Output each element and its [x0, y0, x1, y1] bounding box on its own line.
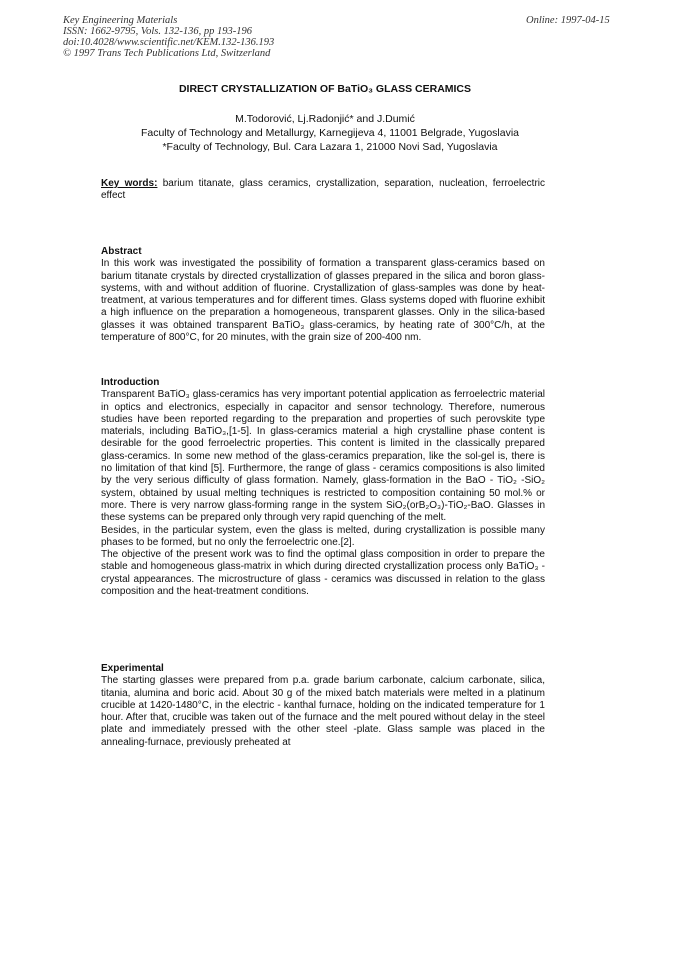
- paper-authors: M.Todorović, Lj.Radonjić* and J.Dumić: [235, 113, 415, 125]
- keywords-label: Key words:: [101, 178, 158, 189]
- experimental-section: [101, 663, 545, 749]
- experimental-heading: Experimental: [101, 663, 164, 674]
- copyright-line: © 1997 Trans Tech Publications Ltd, Switzerland: [63, 48, 271, 59]
- intro-paragraph-1: Transparent BaTiO₃ glass-ceramics has very important potential application as ferroelectric material in optics and electronics, especially in capacitor and sensor technology. Therefore, numerous studies have been reported regarding to the preparation and properties of such perovskite type materials, including BaTiO₃,[1-5]. In glass-ceramics material a high crystalline phase content is desirable for the good ferroelectric properties. This content is limited in the classically prepared glass-ceramics. In some new method of the glass-ceramics preparation, like the sol-gel is, there is no limitation of that kind [5]. Furthermore, the range of glass - ceramics compositions is also limited by the very serious difficulty of glass formation. Namely, glass-formation in the BaO - TiO₂ -SiO₂ system, obtained by usual melting techniques is restricted to composition containing 50 mol.% or more. There is very narrow glass-forming range in the system SiO₂(orB₂O₃)-TiO₂-BaO. Glasses in these systems can be prepared only through very rapid quenching of the melt.: [101, 389, 545, 524]
- keywords-block: [101, 178, 545, 203]
- affiliation-2: *Faculty of Technology, Bul. Cara Lazara 1, 21000 Novi Sad, Yugoslavia: [162, 141, 498, 153]
- journal-name: Key Engineering Materials: [63, 15, 178, 26]
- introduction-heading: Introduction: [101, 377, 160, 388]
- keywords-text: barium titanate, glass ceramics, crystallization, separation, nucleation, ferroelectric effect: [101, 178, 546, 202]
- paper-title: DIRECT CRYSTALLIZATION OF BaTiO₃ GLASS CERAMICS: [178, 83, 472, 95]
- intro-paragraph-2: Besides, in the particular system, even the glass is melted, during crystallization is possible many phases to be formed, but no only the ferroelectric one.[2].: [101, 524, 545, 548]
- intro-paragraph-3: The objective of the present work was to find the optimal glass composition in order to prepare the stable and homogeneous glass-matrix in which during directed crystallization process only BaTiO₃ - crystal appearances. The microstructure of glass - ceramics was discussed in relation to the glass composition and the heat-treatment conditions.: [101, 549, 545, 598]
- affiliation-1: Faculty of Technology and Metallurgy, Karnegijeva 4, 11001 Belgrade, Yugoslavia: [140, 127, 520, 139]
- abstract-heading: Abstract: [101, 246, 142, 257]
- abstract-text: In this work was investigated the possibility of formation a transparent glass-ceramics based on barium titanate crystals by directed crystallization of glasses prepared in the silica and boron glass-systems, with and without addition of fluorine. Crystallization of glass-samples was done by heat-treatment, at various temperatures and for different times. Glass systems doped with fluorine exhibit a high influence on the preparation a homogeneous, transparent glasses. Only in the silica-based glasses it was obtained transparent BaTiO₃ glass-ceramics, by heating rate of 300°C/h, at the temperature of 800°C, for 20 minutes, with the grain size of 200-400 nm.: [101, 258, 545, 344]
- abstract-section: [101, 246, 545, 344]
- experimental-paragraph-1: The starting glasses were prepared from p.a. grade barium carbonate, calcium carbonate, silica, titania, alumina and boric acid. About 30 g of the mixed batch materials were melted in a platinum crucible at 1420-1480°C, in the electric - kanthal furnace, holding on the indicated temperature for 1 hour. After that, crucible was taken out of the furnace and the melt poured without delay in the steel plate and immediately pressed with the other steel -plate. Glass sample was placed in the annealing-furnace, previously preheated at: [101, 675, 545, 748]
- online-date: Online: 1997-04-15: [526, 15, 610, 26]
- doi-line: doi:10.4028/www.scientific.net/KEM.132-136.193: [63, 37, 275, 48]
- introduction-section: [101, 377, 545, 598]
- issn-line: ISSN: 1662-9795, Vols. 132-136, pp 193-196: [63, 26, 252, 37]
